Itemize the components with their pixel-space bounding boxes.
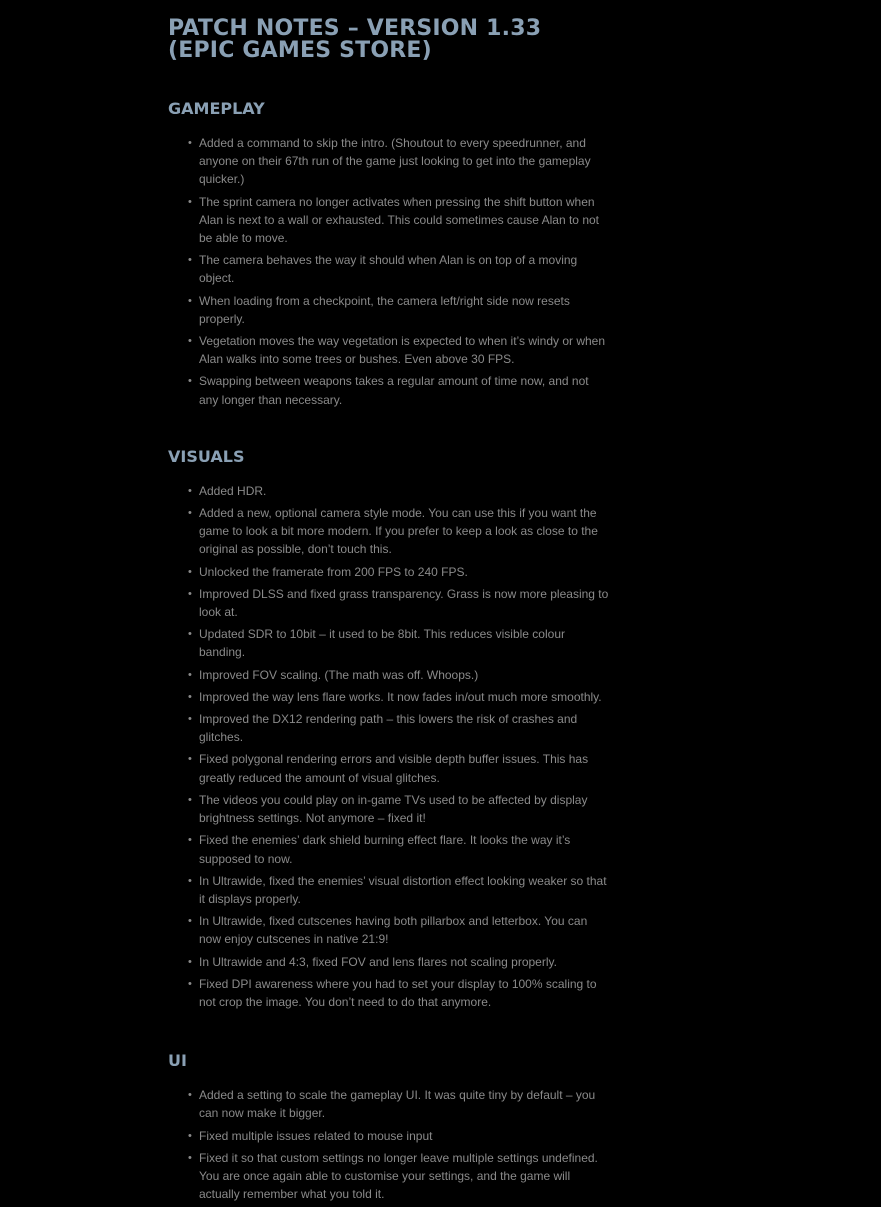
bullet-icon: • <box>188 335 192 348</box>
list-item-text: Fixed polygonal rendering errors and visible depth buffer issues. This has greatly reduced the amount of visual glitches. <box>199 752 589 785</box>
list-item-text: In Ultrawide and 4:3, fixed FOV and lens flares not scaling properly. <box>199 954 557 969</box>
bullet-icon: • <box>188 713 192 726</box>
list-item-text: Added HDR. <box>199 483 267 498</box>
page-title-line-1: PATCH NOTES – VERSION 1.33 <box>168 16 542 41</box>
list-item-text: The camera behaves the way it should when Alan is on top of a moving object. <box>199 253 578 286</box>
list-item <box>168 482 609 500</box>
list-item-text: Fixed it so that custom settings no longer leave multiple settings undefined. You are once again able to customise your settings, and the game will actually remember what you told it. <box>199 1150 598 1202</box>
list-item-text: Fixed the enemies’ dark shield burning effect flare. It looks the way it’s supposed to now. <box>199 833 571 866</box>
list-item-text: Improved DLSS and fixed grass transparency. Grass is now more pleasing to look at. <box>199 586 609 620</box>
list-item-text: Updated SDR to 10bit – it used to be 8bit. This reduces visible colour banding. <box>199 627 565 660</box>
bullet-icon: • <box>188 1129 192 1142</box>
list-item-text: Fixed DPI awareness where you had to set your display to 100% scaling to not crop the image. You don’t need to do that anymore. <box>199 976 597 1009</box>
list-item <box>168 710 609 746</box>
page-title <box>168 18 608 62</box>
list-item-text: Improved the way lens flare works. It now fades in/out much more smoothly. <box>199 689 602 704</box>
list-item-text: The videos you could play on in-game TVs used to be affected by display brightness settings. Not anymore – fixed it! <box>199 792 588 826</box>
list-item <box>168 688 609 706</box>
bullet-icon: • <box>188 690 192 703</box>
list-item-text: Added a new, optional camera style mode. You can use this if you want the game to look a bit more modern. If you prefer to keep a look as close to the original as possible, don’t touch this. <box>199 506 598 557</box>
list-item-text: In Ultrawide, fixed cutscenes having both pillarbox and letterbox. You can now enjoy cutscenes in native 21:9! <box>199 914 588 947</box>
bullet-icon: • <box>188 793 192 806</box>
ui-list <box>168 1086 608 1203</box>
list-item <box>168 975 609 1011</box>
list-item-text: Improved the DX12 rendering path – this lowers the risk of crashes and glitches. <box>199 712 578 745</box>
bullet-icon: • <box>188 628 192 641</box>
bullet-icon: • <box>188 977 192 990</box>
list-item <box>168 1086 609 1122</box>
bullet-icon: • <box>188 1089 192 1102</box>
bullet-icon: • <box>188 668 192 681</box>
list-item <box>168 666 609 684</box>
bullet-icon: • <box>188 565 192 578</box>
list-item-text: When loading from a checkpoint, the camera left/right side now resets properly. <box>199 293 570 326</box>
section-visuals <box>168 447 608 1011</box>
list-item <box>168 251 609 287</box>
list-item <box>168 585 609 621</box>
list-item <box>168 791 609 827</box>
bullet-icon: • <box>188 137 192 149</box>
gameplay-list <box>168 134 608 409</box>
list-item <box>168 625 609 661</box>
section-gameplay <box>168 99 608 409</box>
list-item <box>168 193 609 248</box>
list-item-text: Improved FOV scaling. (The math was off. Whoops.) <box>199 667 479 682</box>
list-item-text: Unlocked the framerate from 200 FPS to 240 FPS. <box>199 564 468 579</box>
bullet-icon: • <box>188 915 192 928</box>
bullet-icon: • <box>188 955 192 968</box>
bullet-icon: • <box>188 195 192 208</box>
bullet-icon: • <box>188 294 192 307</box>
bullet-icon: • <box>188 254 192 267</box>
list-item <box>168 831 609 867</box>
list-item <box>168 134 609 189</box>
patch-notes-page <box>168 18 608 1207</box>
list-item <box>168 563 609 581</box>
bullet-icon: • <box>188 587 192 600</box>
list-item <box>168 292 609 328</box>
bullet-icon: • <box>188 375 192 388</box>
bullet-icon: • <box>188 834 192 847</box>
list-item <box>168 1149 609 1204</box>
list-item <box>168 872 609 908</box>
list-item-text: Fixed multiple issues related to mouse input <box>199 1128 433 1143</box>
list-item <box>168 1127 609 1145</box>
section-heading-visuals: VISUALS <box>168 446 245 466</box>
list-item <box>168 912 609 948</box>
list-item-text: Added a setting to scale the gameplay UI. It was quite tiny by default – you can now make it bigger. <box>199 1088 596 1121</box>
list-item <box>168 372 609 408</box>
list-item <box>168 332 609 368</box>
list-item-text: In Ultrawide, fixed the enemies’ visual distortion effect looking weaker so that it displays properly. <box>199 873 607 906</box>
list-item-text: The sprint camera no longer activates when pressing the shift button when Alan is next to a wall or exhausted. This could sometimes cause Alan to not be able to move. <box>199 194 599 246</box>
section-ui <box>168 1051 608 1203</box>
list-item-text: Swapping between weapons takes a regular amount of time now, and not any longer than necessary. <box>199 374 589 407</box>
bullet-icon: • <box>188 507 192 520</box>
section-heading-gameplay: GAMEPLAY <box>168 99 265 118</box>
section-heading-ui: UI <box>168 1051 187 1071</box>
list-item <box>168 953 609 971</box>
list-item <box>168 750 609 786</box>
list-item <box>168 504 609 559</box>
bullet-icon: • <box>188 874 192 887</box>
page-title-line-2: (EPIC GAMES STORE) <box>168 38 432 63</box>
bullet-icon: • <box>188 484 192 497</box>
bullet-icon: • <box>188 1151 192 1164</box>
bullet-icon: • <box>188 753 192 766</box>
visuals-list <box>168 482 608 1011</box>
list-item-text: Added a command to skip the intro. (Shoutout to every speedrunner, and anyone on their 67th run of the game just looking to get into the gameplay quicker.) <box>199 136 591 187</box>
list-item-text: Vegetation moves the way vegetation is expected to when it’s windy or when Alan walks into some trees or bushes. Even above 30 FPS. <box>199 334 606 367</box>
